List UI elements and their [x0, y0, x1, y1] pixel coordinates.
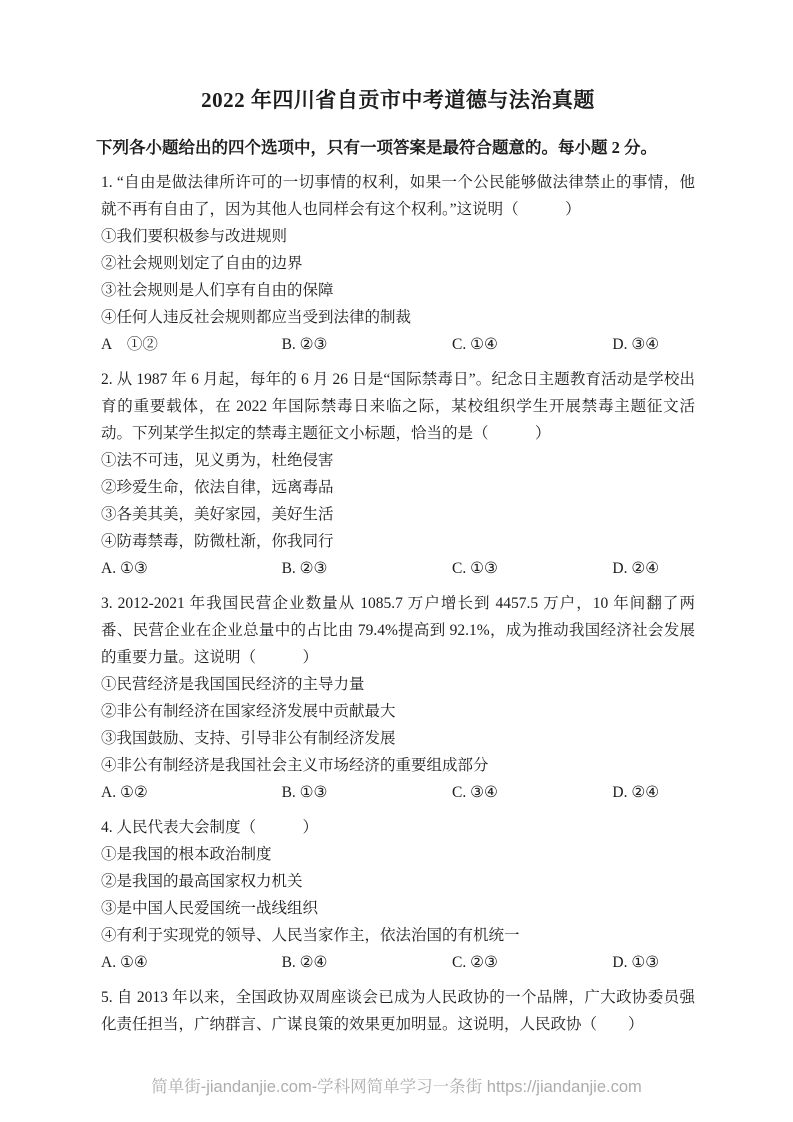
option-item: ①是我国的根本政治制度: [101, 846, 272, 863]
option-item: ③我国鼓励、支持、引导非公有制经济发展: [101, 730, 396, 747]
question-block-4: [101, 814, 695, 976]
choices-row: [101, 555, 695, 582]
option-item: ①法不可违，见义勇为，杜绝侵害: [101, 452, 334, 469]
question-block-5: [101, 984, 695, 1038]
choice-d: D. ③④: [612, 336, 660, 353]
choice-b: B. ②③: [281, 560, 328, 577]
page-footer: 简单街-jiandanjie.com-学科网简单学习一条街 https://jiandanjie.com: [151, 1078, 642, 1096]
choice-a: A. ①③: [101, 560, 148, 577]
option-item: ②珍爱生命，依法自律，远离毒品: [101, 479, 334, 496]
choice-b: B. ②④: [281, 954, 328, 971]
option-item: ④防毒禁毒，防微杜渐，你我同行: [101, 533, 334, 550]
option-item: ④非公有制经济是我国社会主义市场经济的重要组成部分: [101, 757, 489, 774]
page-title: 2022 年四川省自贡市中考道德与法治真题: [201, 88, 595, 112]
option-item: ③是中国人民爱国统一战线组织: [101, 900, 319, 917]
choice-c: C. ③④: [452, 784, 498, 801]
question-stem: 2. 从 1987 年 6 月起，每年的 6 月 26 日是“国际禁毒日”。纪念日主题教育活动是学校出育的重要载体，在 2022 年国际禁毒日来临之际，某校组织学生开展禁毒主题征文活动。下列某学生拟定的禁毒主题征文小标题，恰当的是（ ）: [101, 371, 695, 442]
option-item: ②是我国的最高国家权力机关: [101, 873, 303, 890]
choice-d: D. ②④: [612, 560, 660, 577]
option-item: ③各美其美，美好家园，美好生活: [101, 506, 334, 523]
choices-row: [101, 949, 695, 976]
question-stem: 4. 人民代表大会制度（ ）: [101, 819, 319, 836]
question-stem: 1. “自由是做法律所许可的一切事情的权利，如果一个公民能够做法律禁止的事情，他就不再有自由了，因为其他人也同样会有这个权利。”这说明（ ）: [101, 174, 695, 218]
question-stem: 3. 2012-2021 年我国民营企业数量从 1085.7 万户增长到 4457.5 万户，10 年间翻了两番、民营企业在企业总量中的占比由 79.4%提高到 92.1%，成为推动我国经济社会发展的重要力量。这说明（ ）: [101, 595, 695, 666]
choice-c: C. ②③: [452, 954, 498, 971]
choice-b: B. ①③: [281, 784, 328, 801]
exam-instruction: 下列各小题给出的四个选项中，只有一项答案是最符合题意的。每小题 2 分。: [96, 138, 657, 157]
choices-row: [101, 779, 695, 806]
option-item: ④任何人违反社会规则都应当受到法律的制裁: [101, 309, 412, 326]
question-block-3: [101, 590, 695, 806]
choice-a: A ①②: [101, 336, 158, 353]
option-item: ④有利于实现党的领导、人民当家作主，依法治国的有机统一: [101, 927, 520, 944]
choice-a: A. ①④: [101, 954, 148, 971]
question-block-2: [101, 366, 695, 582]
question-stem: 5. 自 2013 年以来，全国政协双周座谈会已成为人民政协的一个品牌，广大政协委员强化责任担当，广纳群言、广谋良策的效果更加明显。这说明，人民政协（ ）: [101, 989, 695, 1033]
choice-c: C. ①③: [452, 560, 498, 577]
option-item: ②非公有制经济在国家经济发展中贡献最大: [101, 703, 396, 720]
choice-d: D. ②④: [612, 784, 660, 801]
choice-b: B. ②③: [281, 336, 328, 353]
option-item: ①我们要积极参与改进规则: [101, 228, 288, 245]
option-item: ①民营经济是我国国民经济的主导力量: [101, 676, 365, 693]
choice-a: A. ①②: [101, 784, 148, 801]
choice-d: D. ①③: [612, 954, 660, 971]
option-item: ③社会规则是人们享有自由的保障: [101, 282, 334, 299]
choices-row: [101, 331, 695, 358]
choice-c: C. ①④: [452, 336, 498, 353]
option-item: ②社会规则划定了自由的边界: [101, 255, 303, 272]
question-block-1: [101, 169, 695, 358]
